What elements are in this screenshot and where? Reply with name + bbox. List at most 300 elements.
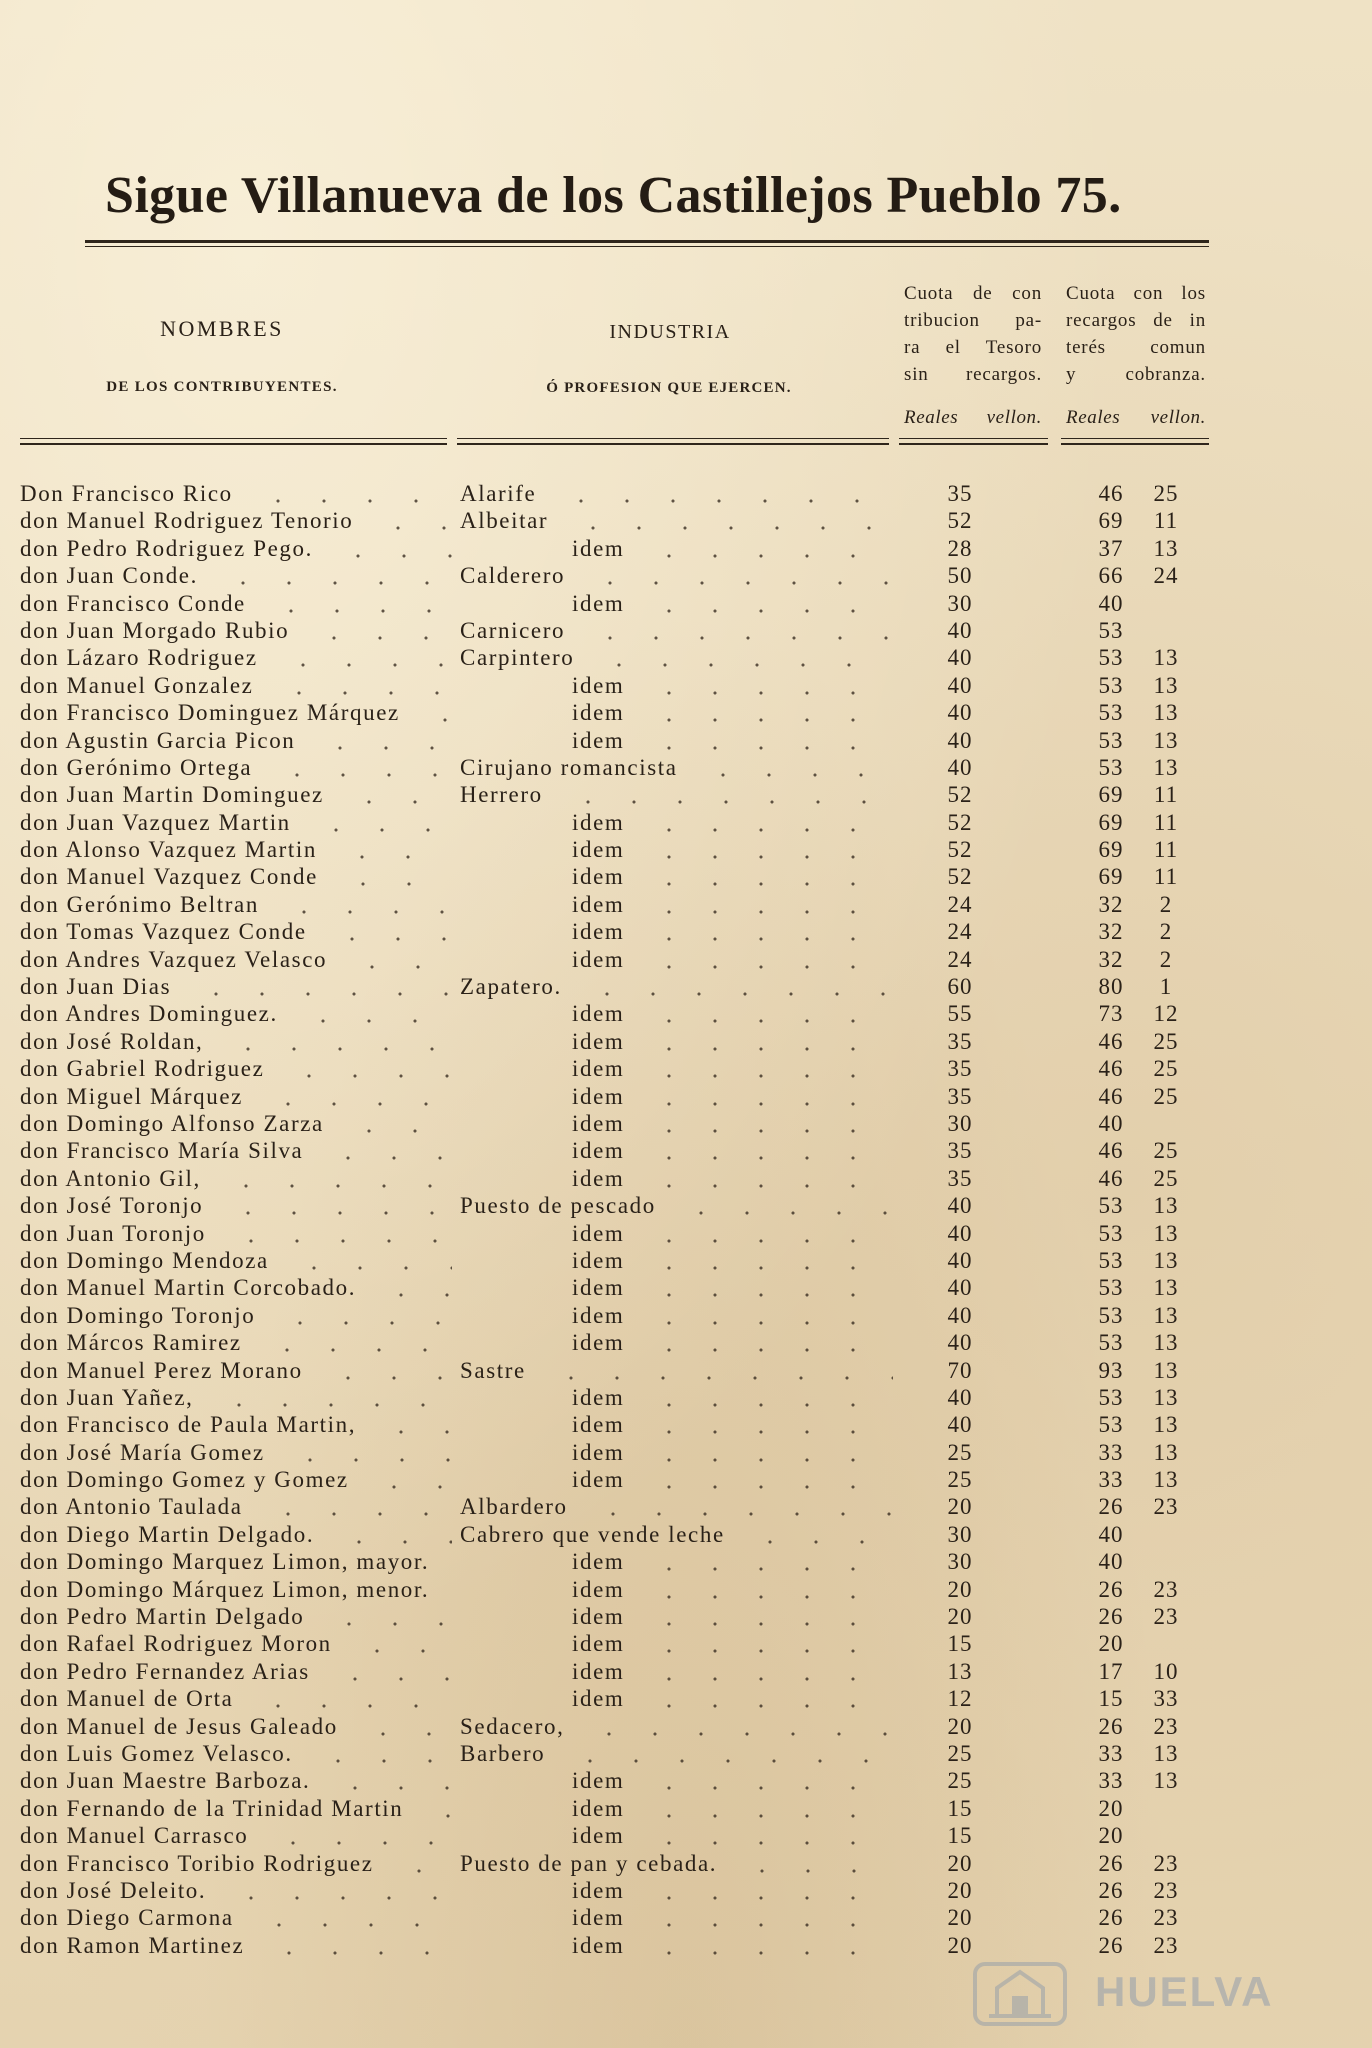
contributor-name-cell [20,727,452,754]
contributor-name-cell [20,918,452,945]
dot-leader [553,781,893,808]
dot-leader [213,1192,452,1219]
contributor-name-cell [20,1932,452,1959]
quota-total-maravedis: 11 [1153,809,1179,835]
industry: Alarife [460,481,537,506]
quota-total-maravedis: 13 [1153,1439,1179,1465]
table-row [0,1630,1372,1657]
table-row [0,781,1372,808]
contributor-name: don Juan Yañez, [20,1384,194,1410]
contributor-name-cell [20,507,452,534]
table-row [0,891,1372,918]
table-row [0,1274,1372,1301]
quota-base: 40 [947,645,973,671]
quota-total-reales: 40 [1098,1521,1124,1547]
industry: idem [572,1768,625,1794]
industry: idem [572,1467,625,1493]
quota-base: 20 [947,1604,973,1630]
contributor-name-cell [20,1329,452,1356]
title-rule-thick [85,240,1209,243]
dot-leader [348,1713,452,1740]
contributor-name: don Juan Toronjo [20,1220,206,1246]
quota-base: 40 [947,1412,973,1438]
industry: idem [572,590,625,616]
quota-total-reales: 66 [1098,563,1124,589]
industry-cell [460,1493,893,1520]
contributor-name-cell [20,1713,452,1740]
table-row [0,1767,1372,1794]
industry: idem [572,727,625,753]
contributor-name: don Andres Dominguez. [20,1001,278,1027]
quota-base-unit: Reales vellon. [904,407,1042,428]
quota-total-maravedis: 1 [1159,974,1173,1000]
industry: idem [572,672,625,698]
industry-cell [460,1521,893,1548]
industry-cell [572,1384,893,1411]
industry-cell [572,1767,893,1794]
quota-total-reales: 37 [1098,535,1124,561]
dot-leader [584,644,893,671]
quota-total-reales: 40 [1098,590,1124,616]
contributor-name: don José Toronjo [20,1193,204,1219]
quota-base: 15 [947,1631,973,1657]
contributor-name-cell [20,809,452,836]
quota-base: 20 [947,1932,973,1958]
industry-cell [572,1658,893,1685]
industry: idem [572,1056,625,1082]
quota-total-reales: 32 [1098,946,1124,972]
industry: idem [572,864,625,890]
dot-leader [634,1220,893,1247]
dot-leader [634,1767,893,1794]
quota-base: 40 [947,617,973,643]
industry-cell [460,507,893,534]
contributor-name: don Juan Martin Dominguez [20,782,324,808]
dot-leader [634,863,893,890]
contributor-name: don Francisco de Paula Martin, [20,1412,357,1438]
industry-cell [572,535,893,562]
quota-base: 50 [947,563,973,589]
industry: idem [572,1549,625,1575]
dot-leader [634,1630,893,1657]
quota-total-reales: 20 [1098,1795,1124,1821]
table-row [0,1713,1372,1740]
dot-leader [317,918,452,945]
quota-total-reales: 46 [1098,1083,1124,1109]
industry: idem [572,1795,625,1821]
quota-base: 40 [947,672,973,698]
quota-base: 25 [947,1768,973,1794]
industry-cell [572,590,893,617]
quota-total-maravedis: 13 [1153,535,1179,561]
quota-total-reales: 46 [1098,1028,1124,1054]
table-row [0,1000,1372,1027]
dot-leader [634,1548,893,1575]
quota-base: 28 [947,535,973,561]
quota-total-reales: 53 [1098,1330,1124,1356]
dot-leader [634,1247,893,1274]
industry-cell [572,836,893,863]
contributor-name: don Manuel Gonzalez [20,672,254,698]
dot-leader [313,1357,452,1384]
industry: idem [572,1604,625,1630]
contributor-name: don Domingo Marquez Limon, mayor. [20,1549,430,1575]
industry-cell [572,1466,893,1493]
quota-total-maravedis: 23 [1153,1850,1179,1876]
dot-leader [634,535,893,562]
table-row [0,1493,1372,1520]
contributor-name: don Domingo Gomez y Gomez [20,1467,349,1493]
table-row [0,590,1372,617]
dot-leader [275,1439,452,1466]
quota-base: 40 [947,1275,973,1301]
quota-total-maravedis: 23 [1153,1494,1179,1520]
dot-leader [634,1904,893,1931]
contributor-name-cell [20,1630,452,1657]
header-rule-names [20,443,447,445]
dot-leader [359,1466,452,1493]
contributor-name-cell [20,617,452,644]
table-row [0,1302,1372,1329]
industry: Sedacero, [460,1713,565,1739]
table-row [0,973,1372,1000]
table-row [0,1439,1372,1466]
quota-total-maravedis: 23 [1153,1713,1179,1739]
dot-leader [213,1028,452,1055]
table-row [0,1028,1372,1055]
dot-leader [258,1822,452,1849]
quota-base: 40 [947,1193,973,1219]
quota-base: 20 [947,1905,973,1931]
contributor-name-cell [20,1055,452,1082]
quota-total-reales: 26 [1098,1877,1124,1903]
industry-cell [572,1439,893,1466]
industry: idem [572,1658,625,1684]
dot-leader [366,1411,452,1438]
header-rule-quota-total [1061,438,1209,439]
quota-base: 25 [947,1439,973,1465]
dot-leader [303,1740,452,1767]
industry: idem [572,1384,625,1410]
quota-base: 70 [947,1357,973,1383]
quota-base: 24 [947,946,973,972]
quota-total-unit: Reales vellon. [1066,407,1206,428]
table-row [0,1192,1372,1219]
dot-leader [634,699,893,726]
industry-cell [460,1713,893,1740]
industry: idem [572,1686,625,1712]
dot-leader [634,1877,893,1904]
dot-leader [536,1357,893,1384]
header-rule-industry [457,443,889,445]
dot-leader [634,727,893,754]
quota-total-reales: 46 [1098,1056,1124,1082]
dot-leader [216,1877,452,1904]
header-rule-quota-total [1061,443,1209,445]
industry-cell [460,1357,893,1384]
quota-base: 35 [947,1083,973,1109]
dot-leader [634,1685,893,1712]
dot-leader [253,1493,452,1520]
industry: idem [572,1275,625,1301]
contributor-name-cell [20,1493,452,1520]
industry-cell [460,1192,893,1219]
quota-total-maravedis: 13 [1153,1384,1179,1410]
table-row [0,644,1372,671]
dot-leader [574,1713,893,1740]
quota-total-reales: 26 [1098,1850,1124,1876]
dot-leader [634,1028,893,1055]
industry-cell [572,1165,893,1192]
quota-total-maravedis: 13 [1153,1330,1179,1356]
quota-total-maravedis: 13 [1153,700,1179,726]
industry: idem [572,809,625,835]
table-row [0,562,1372,589]
quota-base: 24 [947,891,973,917]
quota-total-maravedis: 13 [1153,1220,1179,1246]
quota-total-reales: 33 [1098,1439,1124,1465]
dot-leader [634,1055,893,1082]
quota-base: 35 [947,1056,973,1082]
contributor-name: don Domingo Alfonso Zarza [20,1110,324,1136]
quota-total-maravedis: 25 [1153,1138,1179,1164]
industry-cell [572,1932,893,1959]
quota-base: 40 [947,1384,973,1410]
contributor-name-cell [20,891,452,918]
contributor-name: don Gabriel Rodriguez [20,1056,265,1082]
industry-cell [460,644,893,671]
watermark-text: HUELVA [1095,1968,1274,2015]
quota-total-reales: 53 [1098,700,1124,726]
contributor-name-cell [20,1850,452,1877]
dot-leader [439,1576,452,1603]
quota-total-header-line: y cobranza. [1066,364,1206,385]
dot-leader [320,1658,452,1685]
table-row [0,836,1372,863]
dot-leader [634,672,893,699]
dot-leader [410,699,452,726]
dot-leader [634,918,893,945]
dot-leader [634,1411,893,1438]
quota-total-maravedis: 25 [1153,1165,1179,1191]
quota-total-reales: 40 [1098,1549,1124,1575]
quota-base: 40 [947,1330,973,1356]
quota-total-maravedis: 13 [1153,672,1179,698]
dot-leader [337,946,452,973]
quota-base-header-line: Cuota de con [904,283,1042,304]
quota-base-header-line: ra el Tesoro [904,337,1042,358]
industry: idem [572,1932,625,1958]
contributor-name: don Manuel de Orta [20,1686,234,1712]
dot-leader [366,1274,452,1301]
contributor-name-cell [20,1795,452,1822]
header-rule-names [20,438,447,439]
quota-total-maravedis: 24 [1153,563,1179,589]
table-row [0,1576,1372,1603]
quota-total-reales: 17 [1098,1658,1124,1684]
contributor-name-cell [20,1439,452,1466]
dot-leader [735,1521,893,1548]
dot-leader [262,754,452,781]
contributor-name-cell [20,1083,452,1110]
contributor-name-cell [20,1000,452,1027]
industry: idem [572,1165,625,1191]
dot-leader [327,836,452,863]
quota-total-maravedis: 13 [1153,1412,1179,1438]
dot-leader [265,1302,452,1329]
quota-total-maravedis: 13 [1153,727,1179,753]
industry: idem [572,1439,625,1465]
quota-total-maravedis: 13 [1153,754,1179,780]
industry-cell [572,809,893,836]
dot-leader [204,1384,453,1411]
contributor-name: don Tomas Vazquez Conde [20,919,307,945]
dot-leader [216,1220,452,1247]
dot-leader [256,590,452,617]
industry-cell [572,1904,893,1931]
contributor-name-cell [20,562,452,589]
contributor-name-cell [20,1028,452,1055]
contributor-name: don Juan Morgado Rubio [20,617,290,643]
quota-base: 40 [947,1247,973,1273]
page-title: Sigue Villanueva de los Castillejos Pueblo 75. [105,167,1122,224]
quota-total-maravedis: 13 [1153,1275,1179,1301]
contributor-name-cell [20,1740,452,1767]
contributor-name: don Andres Vazquez Velasco [20,946,328,972]
quota-total-reales: 53 [1098,1193,1124,1219]
industry: idem [572,1631,625,1657]
quota-total-maravedis: 13 [1153,1467,1179,1493]
contributor-name: don José María Gomez [20,1439,265,1465]
table-row [0,918,1372,945]
quota-total-maravedis: 13 [1153,1357,1179,1383]
table-row [0,480,1372,507]
contributor-name: don Antonio Taulada [20,1494,243,1520]
contributor-name: don Juan Maestre Barboza. [20,1768,311,1794]
table-row [0,507,1372,534]
contributor-name: don Diego Martin Delgado. [20,1521,315,1547]
dot-leader [305,727,452,754]
industry: Herrero [460,782,543,808]
quota-total-reales: 53 [1098,1220,1124,1246]
dot-leader [211,1165,452,1192]
header-rule-quota-base [899,443,1048,445]
industry-cell [572,727,893,754]
contributor-name-cell [20,1411,452,1438]
industry-cell [572,863,893,890]
contributor-name: don José Deleito. [20,1877,207,1903]
names-column-subheader: DE LOS CONTRIBUYENTES. [106,379,338,395]
quota-total-maravedis: 2 [1159,946,1173,972]
quota-base: 15 [947,1823,973,1849]
industry: idem [572,1220,625,1246]
quota-base: 25 [947,1467,973,1493]
contributor-name-cell [20,1384,452,1411]
quota-total-maravedis: 23 [1153,1604,1179,1630]
industry: Cabrero que vende leche [460,1521,725,1547]
contributor-name: don Manuel de Jesus Galeado [20,1713,338,1739]
dot-leader [342,1630,452,1657]
contributor-name: don Francisco Toribio Rodriguez [20,1850,374,1876]
quota-total-reales: 53 [1098,645,1124,671]
table-row [0,1055,1372,1082]
quota-base: 55 [947,1001,973,1027]
quota-total-reales: 69 [1098,508,1124,534]
dot-leader [634,946,893,973]
dot-leader [269,891,452,918]
dot-leader [254,1932,452,1959]
contributor-name: don Francisco Conde [20,590,246,616]
dot-leader [575,562,893,589]
contributor-name-cell [20,1165,452,1192]
table-row [0,1822,1372,1849]
table-row [0,1521,1372,1548]
quota-total-reales: 26 [1098,1576,1124,1602]
quota-total-reales: 69 [1098,864,1124,890]
quota-base-column-header [904,280,1042,388]
industry: idem [572,1028,625,1054]
dot-leader [666,1192,893,1219]
table-row [0,754,1372,781]
dot-leader [634,1932,893,1959]
quota-base: 35 [947,1028,973,1054]
quota-total-maravedis: 13 [1153,1302,1179,1328]
quota-base: 40 [947,1220,973,1246]
quota-base: 30 [947,590,973,616]
table-row [0,1658,1372,1685]
industry-cell [572,1220,893,1247]
industry: idem [572,837,625,863]
industry-cell [572,1630,893,1657]
industry-cell [572,1000,893,1027]
dot-leader [264,672,453,699]
quota-total-maravedis: 13 [1153,1768,1179,1794]
quota-total-maravedis: 10 [1153,1658,1179,1684]
quota-total-header-line: terés comun [1066,337,1206,358]
industry-cell [572,1329,893,1356]
table-row [0,672,1372,699]
contributor-name: don Miguel Márquez [20,1083,243,1109]
industry: idem [572,1412,625,1438]
dot-leader [274,1055,452,1082]
dot-leader [634,1083,893,1110]
quota-total-maravedis: 11 [1153,782,1179,808]
dot-leader [634,1110,893,1137]
industry: idem [572,946,625,972]
contributors-table [0,480,1372,1959]
industry-cell [572,1302,893,1329]
table-row [0,1411,1372,1438]
quota-total-reales: 33 [1098,1740,1124,1766]
industry-cell [460,973,893,1000]
quota-total-reales: 80 [1098,974,1124,1000]
contributor-name-cell [20,644,452,671]
dot-leader [301,809,452,836]
header-rule-industry [457,438,889,439]
dot-leader [688,754,893,781]
contributor-name-cell [20,535,452,562]
quota-base: 12 [947,1686,973,1712]
quota-total-maravedis: 25 [1153,1056,1179,1082]
dot-leader [634,1165,893,1192]
dot-leader [243,480,452,507]
quota-total-maravedis: 12 [1153,1001,1179,1027]
industry: idem [572,1110,625,1136]
industry: idem [572,1905,625,1931]
contributor-name-cell [20,1521,452,1548]
table-row [0,1083,1372,1110]
contributor-name-cell [20,1274,452,1301]
